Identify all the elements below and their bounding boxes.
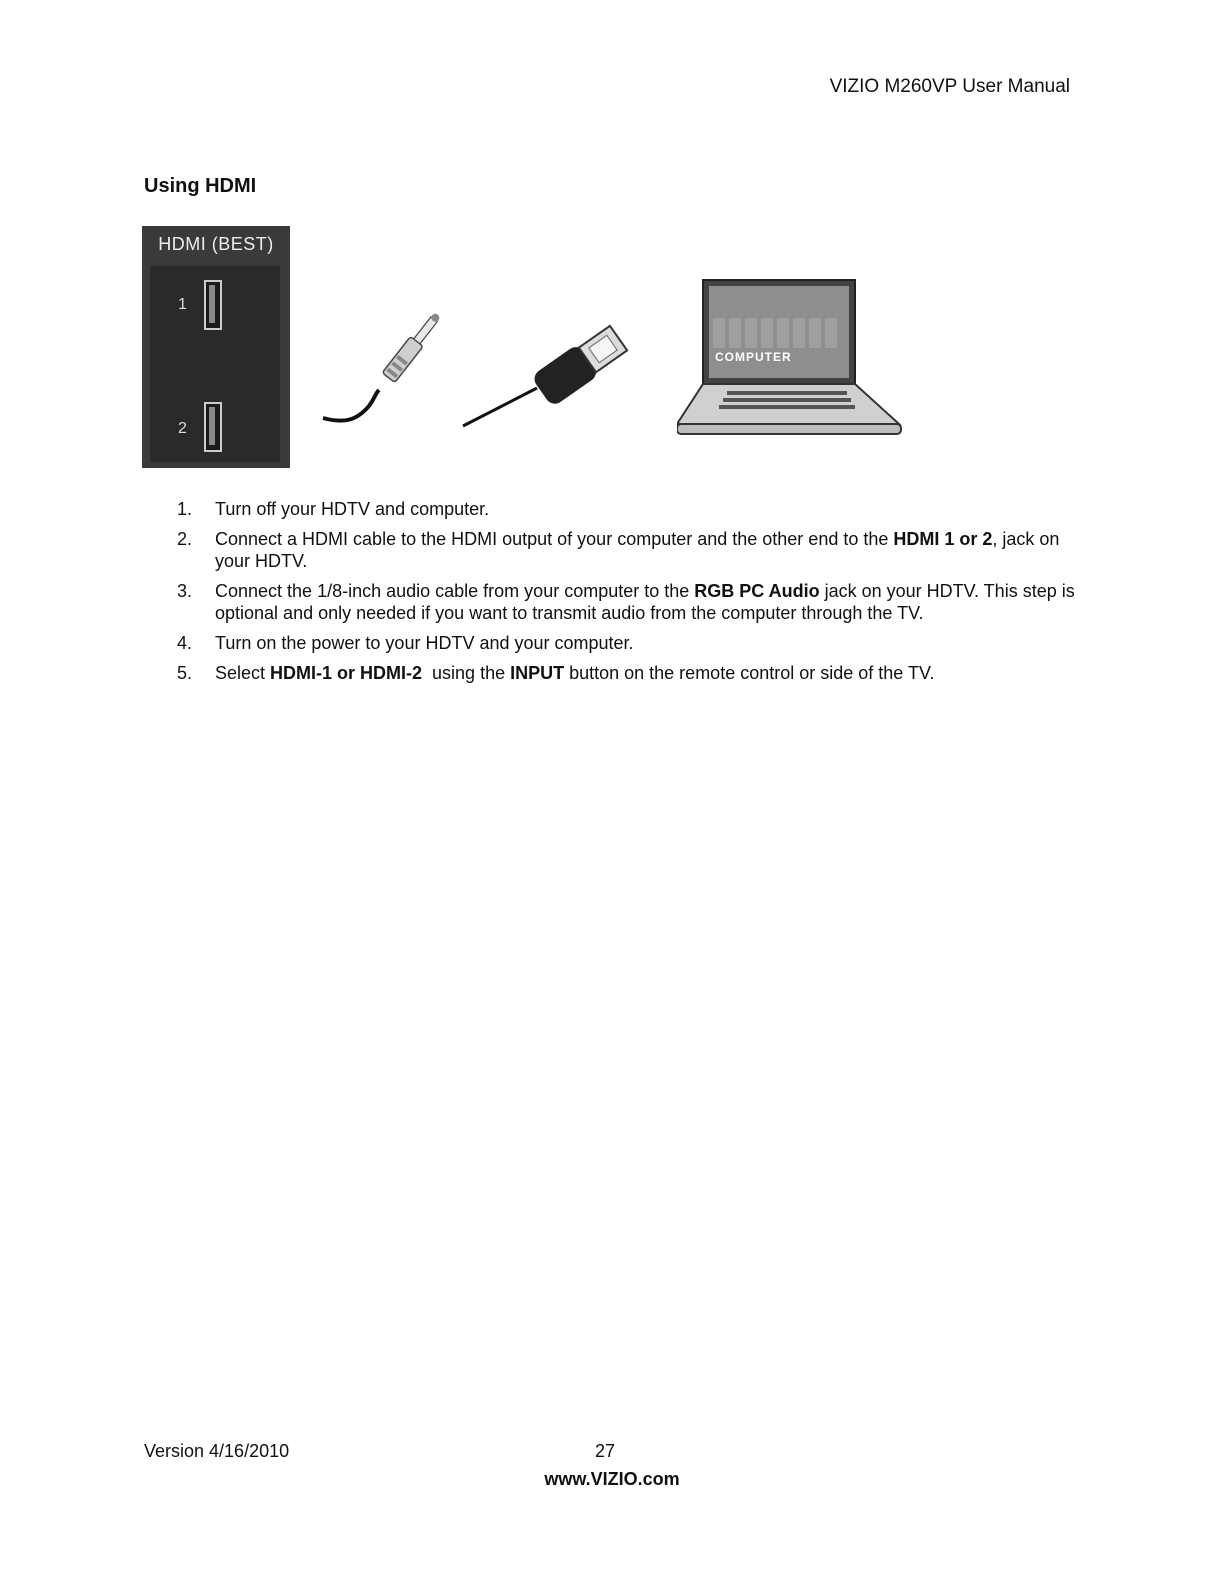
audio-cable-icon (317, 306, 457, 436)
footer-url: www.VIZIO.com (544, 1469, 680, 1489)
document-header-title: VIZIO M260VP User Manual (829, 76, 1070, 97)
step-emphasis: RGB PC Audio (694, 581, 820, 601)
list-item (172, 528, 1082, 572)
hdmi-connection-figure (142, 226, 902, 470)
step-text: Connect a HDMI cable to the HDMI output of your computer and the other end to the (215, 529, 894, 549)
hdmi-port-1-label: 1 (178, 296, 187, 313)
step-text: , jack on your HDTV. (215, 529, 1060, 571)
step-text: Connect the 1/8-inch audio cable from your computer to the (215, 581, 695, 601)
step-text: Turn on the power to your HDTV and your computer. (215, 633, 634, 653)
laptop-computer-icon (677, 278, 917, 440)
instruction-list (172, 498, 1082, 692)
hdmi-port-2-label: 2 (178, 420, 187, 437)
step-number: 5. (177, 663, 193, 683)
list-item (172, 498, 1082, 520)
hdmi-panel-label: HDMI (BEST) (158, 234, 274, 254)
step-number: 2. (177, 529, 193, 549)
step-number: 4. (177, 633, 193, 653)
list-item (172, 580, 1082, 624)
hdmi-port-1 (204, 280, 222, 330)
step-text: Turn off your HDTV and computer. (215, 499, 490, 519)
step-text: using the (422, 663, 511, 683)
hdmi-cable-icon (457, 306, 657, 436)
footer-version: Version 4/16/2010 (144, 1441, 290, 1461)
step-emphasis: INPUT (510, 663, 565, 683)
section-title: Using HDMI (144, 175, 257, 197)
laptop-screen-label: COMPUTER (715, 350, 792, 364)
step-number: 3. (177, 581, 193, 601)
step-text: Select (215, 663, 271, 683)
step-text: jack on your HDTV. This step is optional and only needed if you want to transmit audio from the computer through the TV. (215, 581, 1075, 623)
list-item (172, 662, 1082, 684)
step-number: 1. (177, 499, 193, 519)
hdmi-port-group (150, 266, 280, 462)
hdmi-port-2 (204, 402, 222, 452)
hdmi-port-panel (142, 226, 290, 468)
step-emphasis: HDMI 1 or 2 (893, 529, 993, 549)
step-text: button on the remote control or side of the TV. (564, 663, 935, 683)
list-item (172, 632, 1082, 654)
page-number: 27 (595, 1441, 616, 1461)
step-emphasis: HDMI-1 or HDMI-2 (270, 663, 423, 683)
